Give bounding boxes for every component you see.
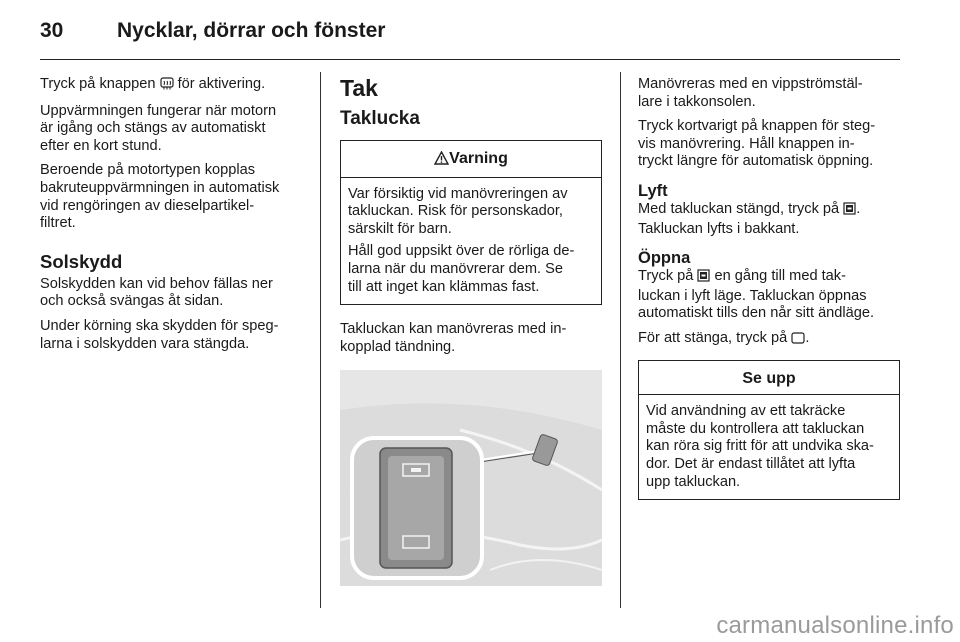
sunroof-switch-illustration bbox=[340, 370, 602, 586]
column-right bbox=[638, 76, 900, 512]
page-title: Nycklar, dörrar och fönster bbox=[117, 19, 386, 42]
warning-box bbox=[340, 140, 602, 305]
column-left bbox=[40, 76, 308, 360]
caution-body bbox=[639, 395, 899, 499]
caution-box bbox=[638, 360, 900, 501]
section-heading-solskydd: Solskydd bbox=[40, 250, 123, 272]
watermark: carmanualsonline.info bbox=[716, 612, 954, 639]
section-heading-tak: Tak bbox=[340, 75, 378, 101]
column-middle bbox=[340, 74, 602, 586]
tilt-sunroof-icon bbox=[697, 269, 710, 288]
subsection-heading-taklucka: Taklucka bbox=[340, 108, 420, 129]
warning-header: Varning bbox=[341, 141, 601, 178]
paragraph: Manövreras med en vippströmstäl- lare i takkonsolen. bbox=[638, 76, 863, 110]
paragraph: Håll god uppsikt över de rörliga de- larna när du manövrerar dem. Se till att inget kan klämmas fast. bbox=[348, 243, 575, 295]
paragraph: Tryck kortvarigt på knappen för steg- vis manövrering. Håll knappen in- tryckt längre för automatisk öppning. bbox=[638, 118, 876, 170]
caution-header: Se upp bbox=[639, 361, 899, 396]
paragraph: För att stänga, tryck på . bbox=[638, 330, 900, 350]
warning-body bbox=[341, 178, 601, 305]
section-heading-lyft: Lyft bbox=[638, 181, 668, 200]
rear-window-heating-icon bbox=[160, 77, 174, 96]
page-number: 30 bbox=[40, 19, 64, 42]
paragraph: Tryck på knappen för aktivering. bbox=[40, 76, 308, 96]
paragraph: Takluckan kan manövreras med in- kopplad tändning. bbox=[340, 321, 567, 355]
column-divider bbox=[620, 72, 621, 608]
header-divider bbox=[40, 59, 900, 60]
tilt-sunroof-icon bbox=[843, 202, 856, 221]
paragraph: Vid användning av ett takräcke måste du kontrollera att takluckan kan röra sig fritt för att undvika ska- dor. Det är endast tillåtet att lyfta upp takluckan. bbox=[646, 403, 874, 490]
close-sunroof-icon bbox=[791, 332, 805, 350]
column-divider bbox=[320, 72, 321, 608]
paragraph: Var försiktig vid manövreringen av takluckan. Risk för personskador, särskilt för barn. bbox=[348, 185, 568, 237]
paragraph: Med takluckan stängd, tryck på . Takluckan lyfts i bakkant. bbox=[638, 200, 861, 237]
paragraph: Under körning ska skydden för speg- larna i solskydden vara stängda. bbox=[40, 317, 279, 352]
paragraph: Solskydden kan vid behov fällas ner och också svängas åt sidan. bbox=[40, 275, 273, 310]
paragraph: Uppvärmningen fungerar när motorn är igång och stängs av automatiskt efter en kort stund. bbox=[40, 102, 277, 154]
paragraph: Tryck på en gång till med tak- luckan i lyft läge. Takluckan öppnas automatiskt tills den når sitt ändläge. bbox=[638, 268, 875, 322]
paragraph: Beroende på motortypen kopplas bakruteuppvärmningen in automatisk vid rengöringen av dieselpartikel- filtret. bbox=[40, 162, 280, 232]
section-heading-oppna: Öppna bbox=[638, 249, 691, 268]
warning-triangle-icon bbox=[434, 151, 449, 170]
